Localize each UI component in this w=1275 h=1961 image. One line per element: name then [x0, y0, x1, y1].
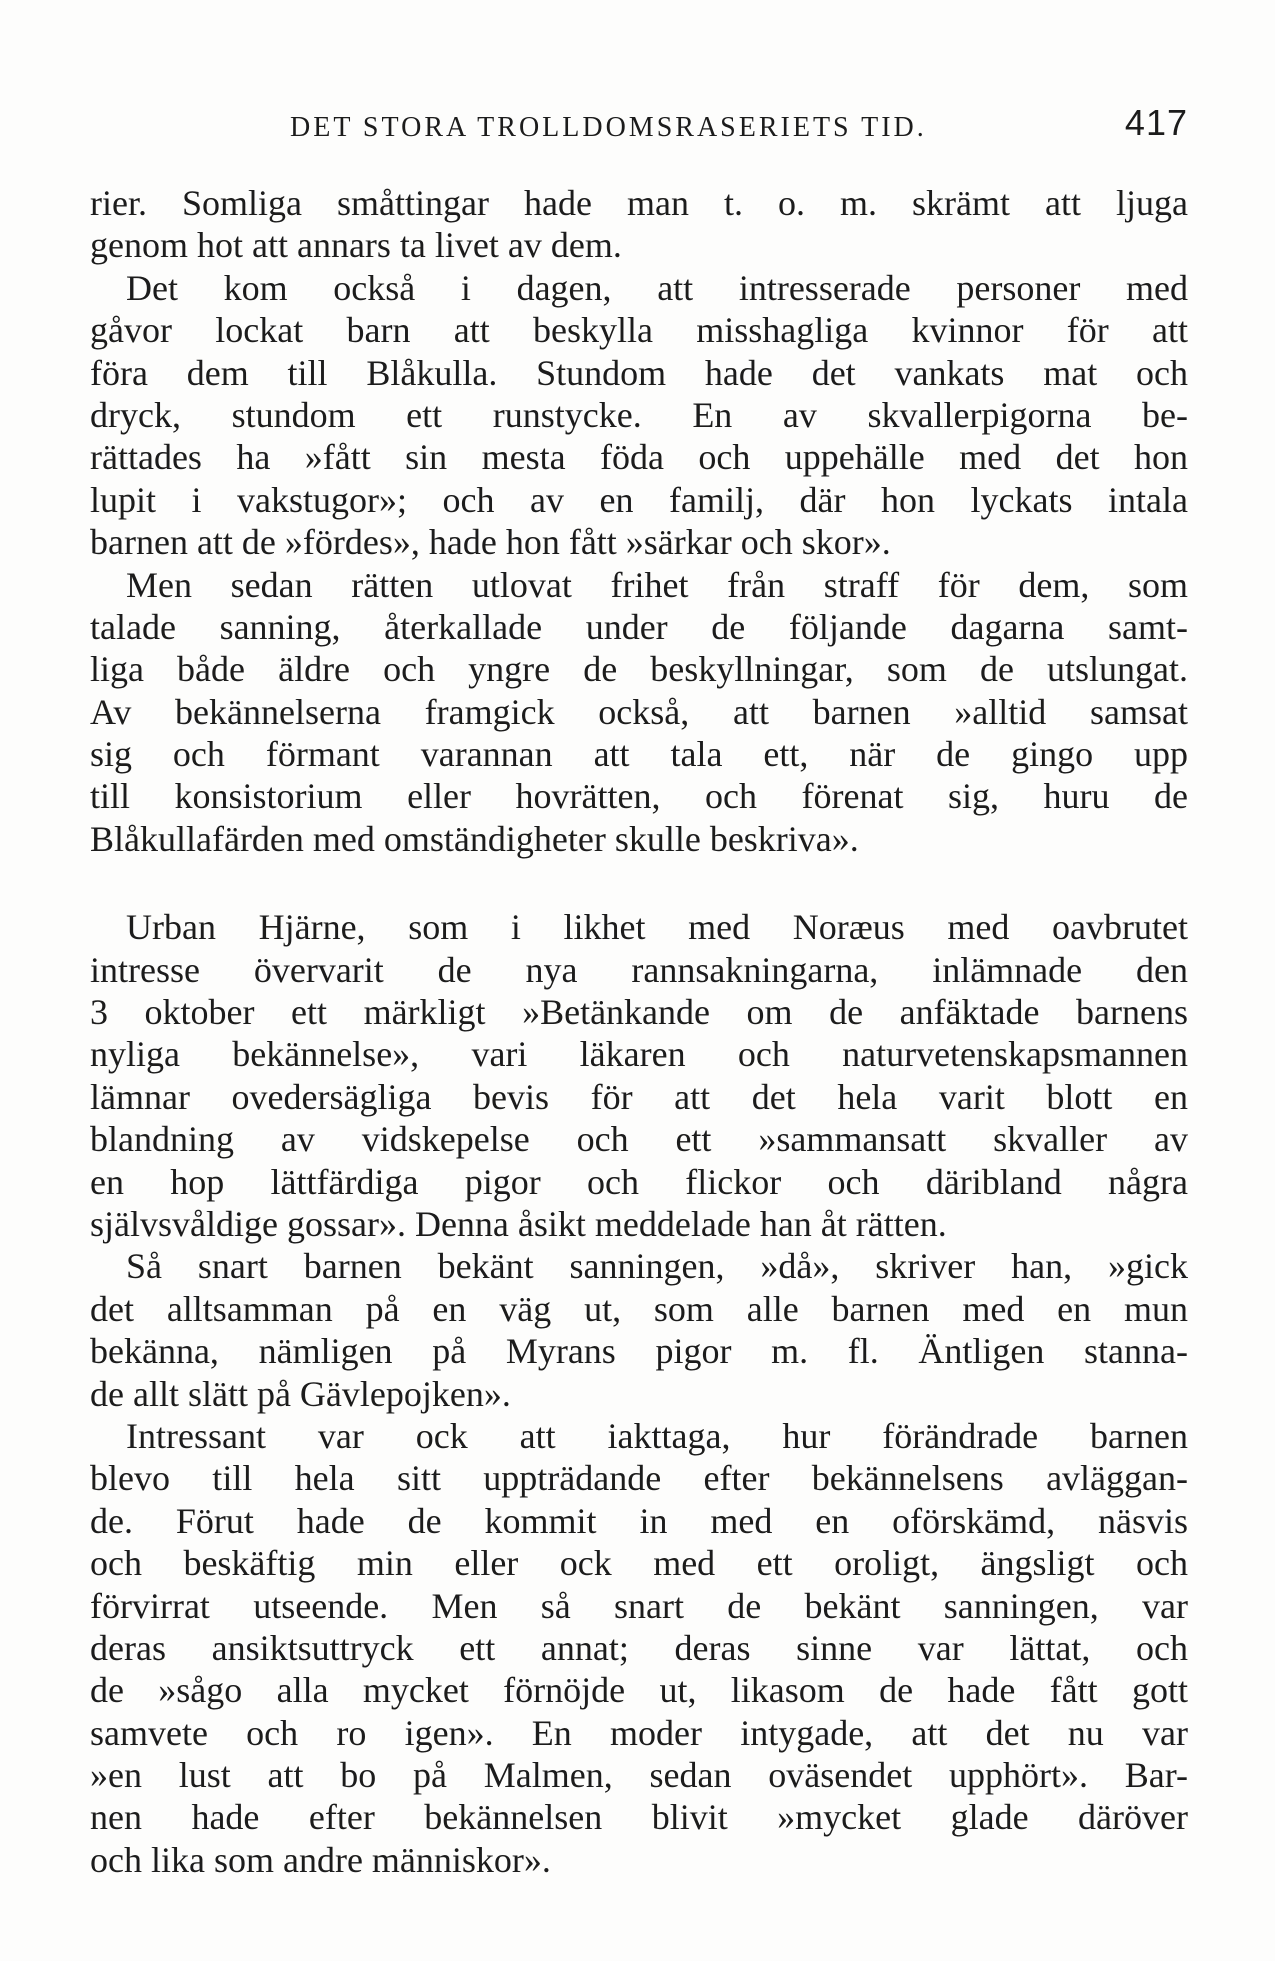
text-line: blandning av vidskepelse och ett »sammansatt skvaller av: [90, 1119, 1188, 1160]
text-line: till konsistorium eller hovrätten, och förenat sig, huru de: [90, 776, 1188, 817]
text-line: lupit i vakstugor»; och av en familj, där hon lyckats intala: [90, 479, 1188, 520]
paragraph: [90, 1245, 1188, 1415]
text-line: och beskäftig min eller ock med ett oroligt, ängsligt och: [90, 1543, 1188, 1584]
text-line: sig och förmant varannan att tala ett, när de gingo upp: [90, 734, 1188, 775]
text-line: det alltsamman på en väg ut, som alle barnen med en mun: [90, 1288, 1188, 1329]
paragraph: [90, 564, 1188, 861]
text-line: självsvåldige gossar». Denna åsikt meddelade han åt rätten.: [90, 1203, 947, 1244]
paragraph: [90, 1415, 1188, 1881]
text-line: lämnar ovedersägliga bevis för att det hela varit blott en: [90, 1076, 1188, 1117]
text-line: bekänna, nämligen på Myrans pigor m. fl. Äntligen stanna-: [90, 1331, 1188, 1372]
text-line: Blåkullafärden med omständigheter skulle beskriva».: [90, 818, 859, 859]
running-title: DET STORA TROLLDOMSRASERIETS TID.: [290, 112, 927, 143]
text-line: Av bekännelserna framgick också, att barnen »alltid samsat: [90, 691, 1188, 732]
text-line: nyliga bekännelse», vari läkaren och naturvetenskapsmannen: [90, 1034, 1188, 1075]
page-number: 417: [1124, 102, 1188, 143]
body-text: [90, 182, 1188, 1881]
text-line: Men sedan rätten utlovat frihet från straff för dem, som: [126, 564, 1188, 605]
text-line: gåvor lockat barn att beskylla misshagliga kvinnor för att: [90, 310, 1188, 351]
text-line: en hop lättfärdiga pigor och flickor och däribland några: [90, 1161, 1188, 1202]
text-line: blevo till hela sitt uppträdande efter bekännelsens avläggan-: [90, 1458, 1188, 1499]
paragraph: [90, 267, 1188, 564]
text-line: nen hade efter bekännelsen blivit »mycket glade däröver: [90, 1797, 1188, 1838]
text-line: samvete och ro igen». En moder intygade, att det nu var: [90, 1712, 1188, 1753]
text-line: de allt slätt på Gävlepojken».: [90, 1373, 511, 1414]
text-line: dryck, stundom ett runstycke. En av skvallerpigorna be-: [90, 394, 1188, 435]
text-line: intresse övervarit de nya rannsakningarna, inlämnade den: [90, 949, 1188, 990]
text-line: »en lust att bo på Malmen, sedan oväsendet upphört». Bar-: [90, 1755, 1188, 1796]
text-line: förvirrat utseende. Men så snart de bekänt sanningen, var: [90, 1585, 1188, 1626]
text-line: Så snart barnen bekänt sanningen, »då», skriver han, »gick: [126, 1246, 1188, 1287]
text-line: rättades ha »fått sin mesta föda och uppehälle med det hon: [90, 437, 1188, 478]
running-head: [90, 100, 1188, 150]
paragraph: [90, 906, 1188, 1245]
text-line: rier. Somliga småttingar hade man t. o. m. skrämt att ljuga: [90, 183, 1188, 223]
text-line: Urban Hjärne, som i likhet med Noræus med oavbrutet: [126, 907, 1188, 948]
text-line: barnen att de »fördes», hade hon fått »särkar och skor».: [90, 522, 891, 563]
text-line: de »sågo alla mycket förnöjde ut, likasom de hade fått gott: [90, 1670, 1188, 1711]
text-line: föra dem till Blåkulla. Stundom hade det vankats mat och: [90, 352, 1188, 393]
text-line: de. Förut hade de kommit in med en oförskämd, näsvis: [90, 1500, 1188, 1541]
text-line: Intressant var ock att iakttaga, hur förändrade barnen: [126, 1415, 1188, 1456]
text-line: och lika som andre människor».: [90, 1839, 551, 1880]
paragraph: [90, 182, 1188, 267]
text-line: talade sanning, återkallade under de följande dagarna samt-: [90, 606, 1188, 647]
text-line: Det kom också i dagen, att intresserade personer med: [126, 267, 1188, 308]
text-line: deras ansiktsuttryck ett annat; deras sinne var lättat, och: [90, 1627, 1188, 1668]
text-line: genom hot att annars ta livet av dem.: [90, 225, 622, 266]
text-line: 3 oktober ett märkligt »Betänkande om de anfäktade barnens: [90, 992, 1188, 1033]
text-line: liga både äldre och yngre de beskyllningar, som de utslungat.: [90, 649, 1188, 690]
